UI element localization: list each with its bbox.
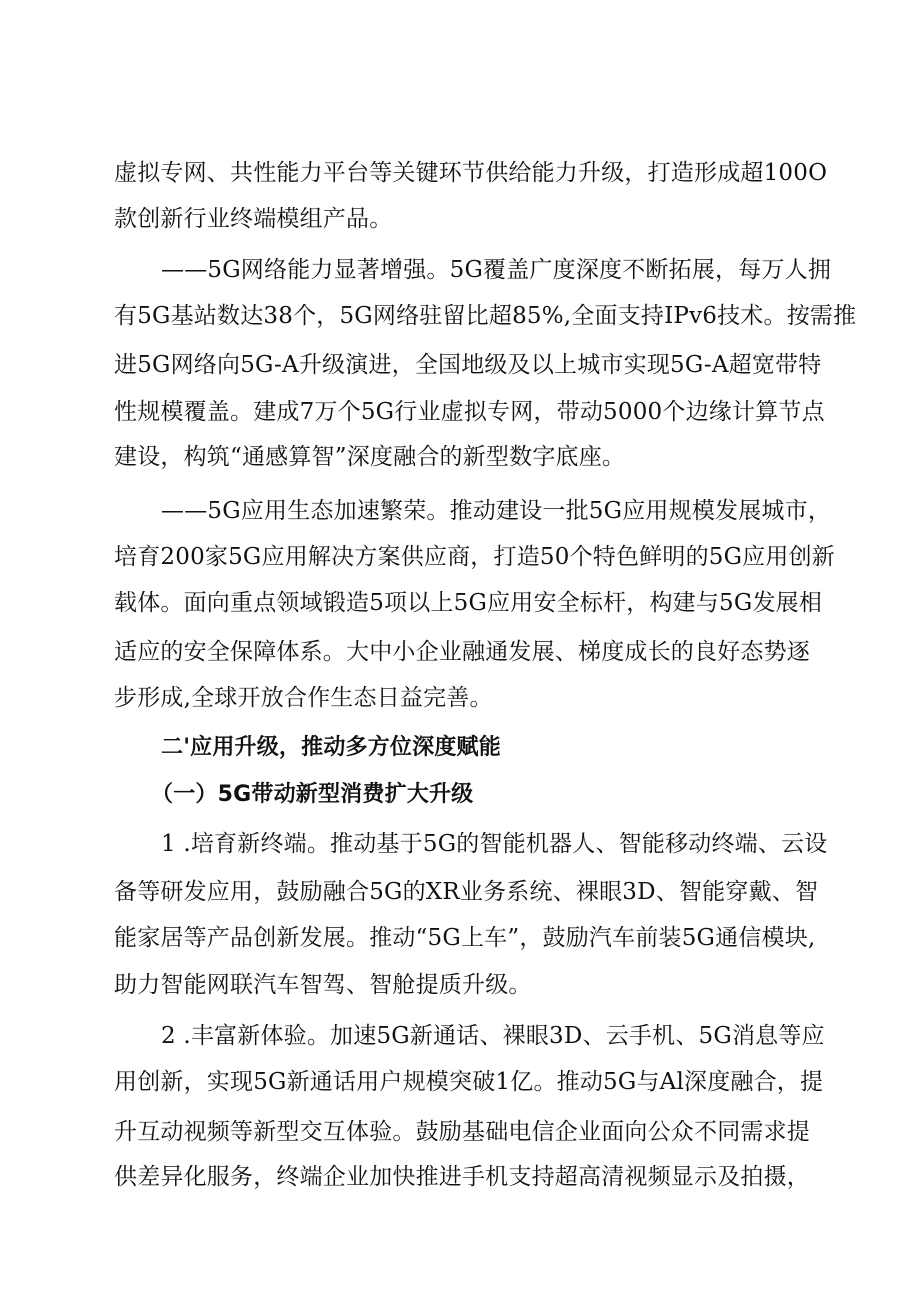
paragraph-line-4: 有5G基站数达38个，5G网络驻留比超85%,全面支持IPv6技术。按需推 [114, 303, 857, 329]
paragraph-line-3: ——5G网络能力显著增强。5G覆盖广度深度不断拓展，每万人拥 [161, 257, 832, 283]
paragraph-line-7: 建设，构筑“通感算智”深度融合的新型数字底座。 [114, 444, 626, 470]
paragraph-line-19: 2 .丰富新体验。加速5G新通话、裸眼3D、云手机、5G消息等应 [161, 1023, 825, 1049]
paragraph-line-11: 适应的安全保障体系。大中小企业融通发展、梯度成长的良好态势逐 [114, 639, 810, 665]
paragraph-line-18: 助力智能网联汽车智驾、智舱提质升级。 [114, 972, 532, 998]
paragraph-line-12: 步形成,全球开放合作生态日益完善。 [114, 685, 493, 711]
paragraph-line-16: 备等研发应用，鼓励融合5G的XR业务系统、裸眼3D、智能穿戴、智 [114, 879, 819, 905]
paragraph-line-17: 能家居等产品创新发展。推动“5G上车”，鼓励汽车前装5G通信模块, [114, 925, 816, 951]
paragraph-line-1: 虚拟专网、共性能力平台等关键环节供给能力升级，打造形成超100O [114, 160, 828, 186]
paragraph-line-21: 升互动视频等新型交互体验。鼓励基础电信企业面向公众不同需求提 [114, 1119, 810, 1145]
paragraph-line-22: 供差异化服务，终端企业加快推进手机支持超高清视频显示及拍摄， [114, 1164, 810, 1190]
paragraph-line-8: ——5G应用生态加速繁荣。推动建设一批5G应用规模发展城市， [161, 498, 832, 524]
paragraph-line-10: 载体。面向重点领域锻造5项以上5G应用安全标杆，构建与5G发展相 [114, 590, 823, 616]
paragraph-line-2: 款创新行业终端模组产品。 [114, 206, 393, 232]
section-heading: 二'应用升级，推动多方位深度赋能 [161, 735, 501, 760]
paragraph-line-9: 培育200家5G应用解决方案供应商，打造50个特色鲜明的5G应用创新 [114, 544, 835, 570]
paragraph-line-20: 用创新，实现5G新通话用户规模突破1亿。推动5G与Al深度融合，提 [114, 1069, 824, 1095]
subsection-heading: （一）5G带动新型消费扩大升级 [151, 782, 474, 807]
paragraph-line-15: 1 .培育新终端。推动基于5G的智能机器人、智能移动终端、云设 [161, 831, 828, 857]
paragraph-line-5: 进5G网络向5G-A升级演进，全国地级及以上城市实现5G-A超宽带特 [114, 352, 822, 378]
paragraph-line-6: 性规模覆盖。建成7万个5G行业虚拟专网，带动5000个边缘计算节点 [114, 399, 825, 425]
